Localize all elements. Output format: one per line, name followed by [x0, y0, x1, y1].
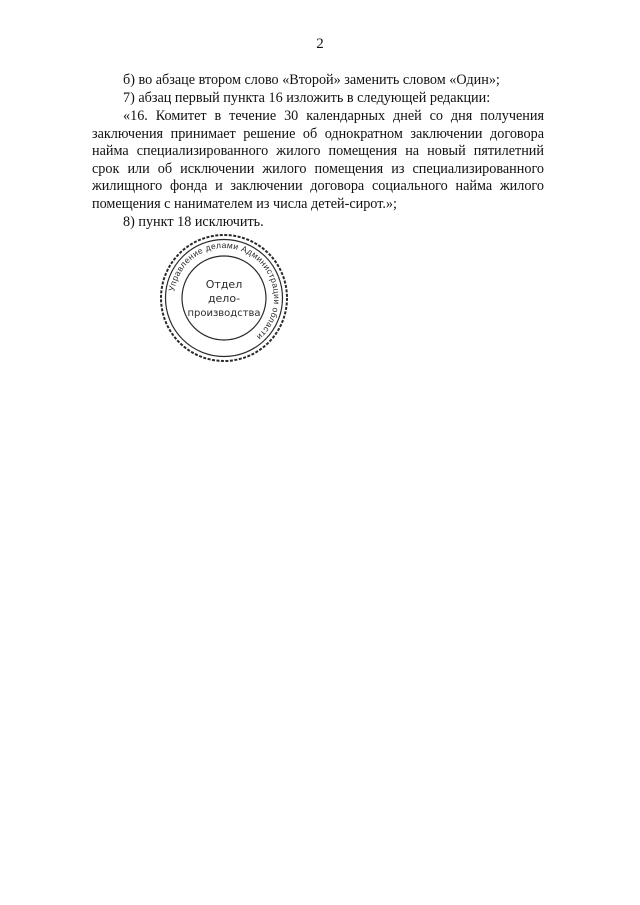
stamp-center-line1: Отдел	[205, 278, 243, 291]
stamp-ring-text: Управление делами Администрации области	[166, 239, 283, 343]
stamp-center-line2: дело-	[207, 292, 241, 305]
paragraph-8	[92, 214, 544, 232]
stamp-graphic	[156, 230, 292, 366]
paragraph-7-text: 7) абзац первый пункта 16 изложить в следующей редакции:	[123, 90, 491, 106]
office-stamp	[156, 230, 292, 366]
paragraph-b	[92, 72, 544, 90]
stamp-center-line3: производства	[187, 308, 261, 319]
paragraph-16-quote	[92, 108, 544, 213]
paragraph-b-text: б) во абзаце втором слово «Второй» заменить словом «Один»;	[123, 72, 500, 88]
paragraph-16-text: «16. Комитет в течение 30 календарных дней со дня получения заключения принимает решение об однократном заключении договора найма специализированного жилого помещения на новый пятилетний срок или об исключении жилого помещения из специализированного жилищного фонда и заключении договора социального найма жилого помещения с нанимателем из числа детей-сирот.»;	[92, 108, 544, 212]
paragraph-8-text: 8) пункт 18 исключить.	[123, 214, 264, 230]
page-number: 2	[316, 36, 324, 52]
paragraph-7	[92, 90, 544, 108]
